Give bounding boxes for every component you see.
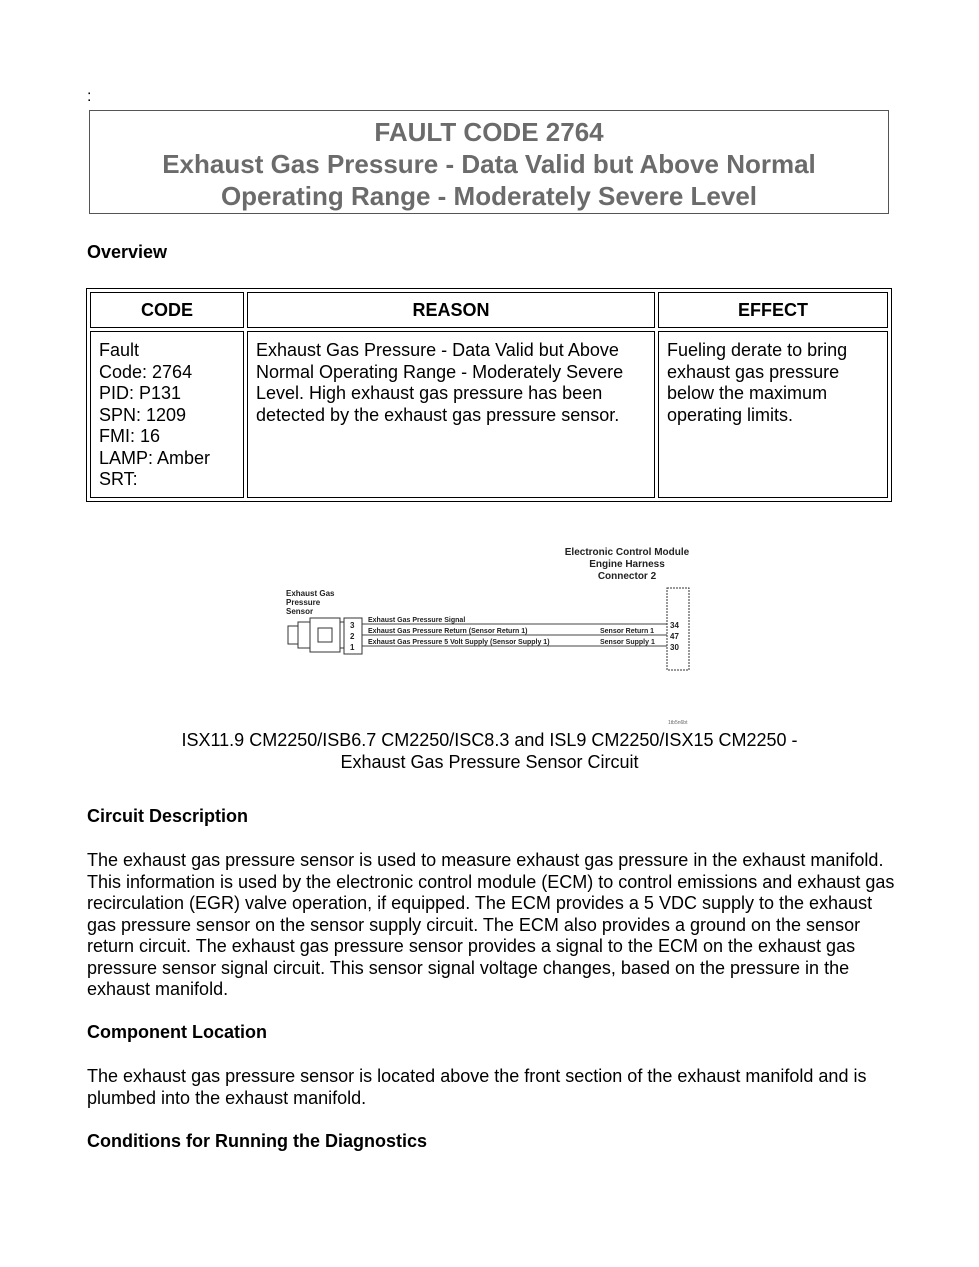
sensor-label-1: Exhaust Gas	[286, 589, 335, 598]
fault-title-line-3: Operating Range - Moderately Severe Level	[220, 181, 758, 211]
code-line: FMI: 16	[99, 426, 161, 446]
ecm-label-2: Engine Harness	[589, 559, 665, 570]
sensor-pin-3: 3	[350, 621, 355, 630]
code-line: SRT:	[99, 469, 138, 489]
ecm-pin-47: 47	[670, 632, 679, 641]
wire-return-right-label: Sensor Return 1	[600, 628, 655, 635]
caption-line-2: Exhaust Gas Pressure Sensor Circuit	[340, 752, 639, 772]
header-reason: REASON	[247, 292, 655, 328]
ecm-pin-30: 30	[670, 643, 679, 652]
page-colon: :	[87, 88, 92, 105]
reason-cell: Exhaust Gas Pressure - Data Valid but Above Normal Operating Range - Moderately Severe Level. High exhaust gas pressure has been detected by the exhaust gas pressure sensor.	[247, 331, 655, 498]
sensor-pin-2: 2	[350, 632, 355, 641]
effect-cell: Fueling derate to bring exhaust gas pressure below the maximum operating limits.	[658, 331, 888, 498]
table-row	[90, 331, 888, 498]
sensor-label-2: Pressure	[286, 598, 321, 607]
code-cell	[90, 331, 244, 498]
code-line: PID: P131	[99, 383, 182, 403]
component-location-text: The exhaust gas pressure sensor is located above the front section of the exhaust manifold and is plumbed into the exhaust manifold.	[87, 1066, 867, 1108]
fault-title-box	[89, 110, 889, 214]
circuit-description-heading: Circuit Description	[87, 806, 249, 826]
circuit-description-text: The exhaust gas pressure sensor is used to measure exhaust gas pressure in the exhaust manifold. This information is used by the electronic control module (ECM) to control emissions and exhaust gas recirculation (EGR) valve operation, if equipped. The ECM provides a 5 VDC supply to the exhaust gas pressure sensor on the sensor supply circuit. The ECM also provides a ground on the sensor return circuit. The exhaust gas pressure sensor provides a signal to the ECM on the exhaust gas pressure sensor signal circuit. This sensor signal voltage changes, based on the pressure in the exhaust manifold.	[87, 850, 895, 999]
overview-heading: Overview	[87, 242, 168, 262]
table-header-row	[90, 292, 888, 328]
sensor-label-3: Sensor	[286, 607, 314, 616]
wire-signal-label: Exhaust Gas Pressure Signal	[368, 617, 466, 624]
code-line: LAMP: Amber	[99, 447, 211, 468]
fault-code-title: FAULT CODE 2764	[374, 117, 604, 147]
diagram-image-id: 1tb5n6bt	[668, 720, 688, 726]
sensor-pin-1: 1	[350, 643, 355, 652]
fault-table	[86, 288, 892, 502]
code-line: Code: 2764	[99, 361, 193, 382]
component-location-heading: Component Location	[87, 1022, 267, 1042]
code-line: Fault	[99, 340, 140, 360]
ecm-pin-34: 34	[670, 621, 679, 630]
wire-supply-right-label: Sensor Supply 1	[600, 639, 655, 646]
ecm-label-3: Connector 2	[597, 571, 657, 582]
code-line: SPN: 1209	[99, 404, 187, 425]
wire-return-label: Exhaust Gas Pressure Return (Sensor Return 1)	[368, 628, 528, 635]
ecm-label-1: Electronic Control Module	[564, 547, 690, 558]
wire-supply-label: Exhaust Gas Pressure 5 Volt Supply (Sensor Supply 1)	[368, 639, 550, 646]
caption-line-1: ISX11.9 CM2250/ISB6.7 CM2250/ISC8.3 and ISL9 CM2250/ISX15 CM2250 -	[181, 730, 798, 750]
fault-title-line-2: Exhaust Gas Pressure - Data Valid but Above Normal	[162, 149, 816, 179]
header-effect: EFFECT	[658, 292, 888, 328]
circuit-diagram	[280, 540, 700, 730]
conditions-heading: Conditions for Running the Diagnostics	[87, 1131, 427, 1151]
header-code: CODE	[90, 292, 244, 328]
diagram-caption	[87, 729, 892, 773]
sensor-icon	[288, 618, 344, 652]
